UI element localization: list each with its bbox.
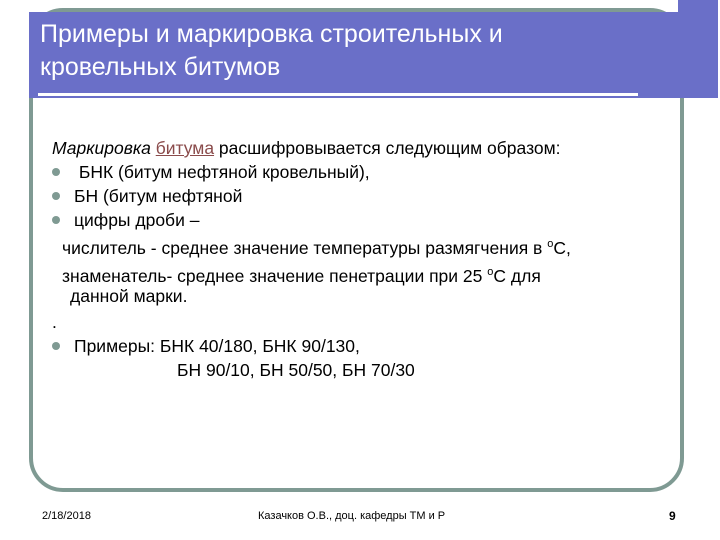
bullet-icon: [52, 168, 60, 176]
denominator-continuation: данной марки.: [70, 286, 188, 306]
intro-rest: расшифровывается следующим образом:: [218, 138, 561, 158]
denominator-unit: С для: [493, 266, 541, 286]
title-underline: [38, 93, 638, 96]
footer-date: 2/18/2018: [42, 510, 91, 522]
degree-sup: о: [487, 266, 494, 278]
numerator-text: числитель - среднее значение температуры размягчения в: [62, 238, 548, 258]
bullet-item-bnk: [52, 160, 672, 184]
bullet-text: БНК (битум нефтяной кровельный),: [74, 162, 370, 182]
degree-sup: о: [547, 238, 554, 250]
page-number: 9: [669, 509, 676, 523]
slide-content: [52, 136, 672, 382]
slide-title: Примеры и маркировка строительных и кровельных битумов: [40, 20, 503, 81]
title-bar-corner: [678, 0, 718, 12]
bitumen-link[interactable]: битума: [155, 138, 215, 158]
intro-italic: Маркировка: [52, 138, 151, 158]
denominator-line: [52, 260, 672, 288]
examples-continuation: БН 90/10, БН 50/50, БН 70/30: [177, 360, 415, 380]
bullet-text: БН (битум нефтяной: [74, 186, 243, 206]
footer-author: Казачков О.В., доц. кафедры ТМ и Р: [258, 510, 446, 522]
bullet-icon: [52, 342, 60, 350]
separator-dot: .: [52, 312, 57, 332]
bullet-item-fraction: [52, 208, 672, 232]
intro-line: [52, 136, 672, 160]
numerator-unit: С,: [553, 238, 571, 258]
bullet-item-examples: [52, 334, 672, 358]
bullet-text: Примеры: БНК 40/180, БНК 90/130,: [74, 336, 360, 356]
bullet-icon: [52, 216, 60, 224]
bullet-item-bn: [52, 184, 672, 208]
numerator-line: [52, 232, 672, 260]
bullet-icon: [52, 192, 60, 200]
bullet-text: цифры дроби –: [74, 210, 200, 230]
denominator-text: знаменатель- среднее значение пенетрации при 25: [62, 266, 488, 286]
